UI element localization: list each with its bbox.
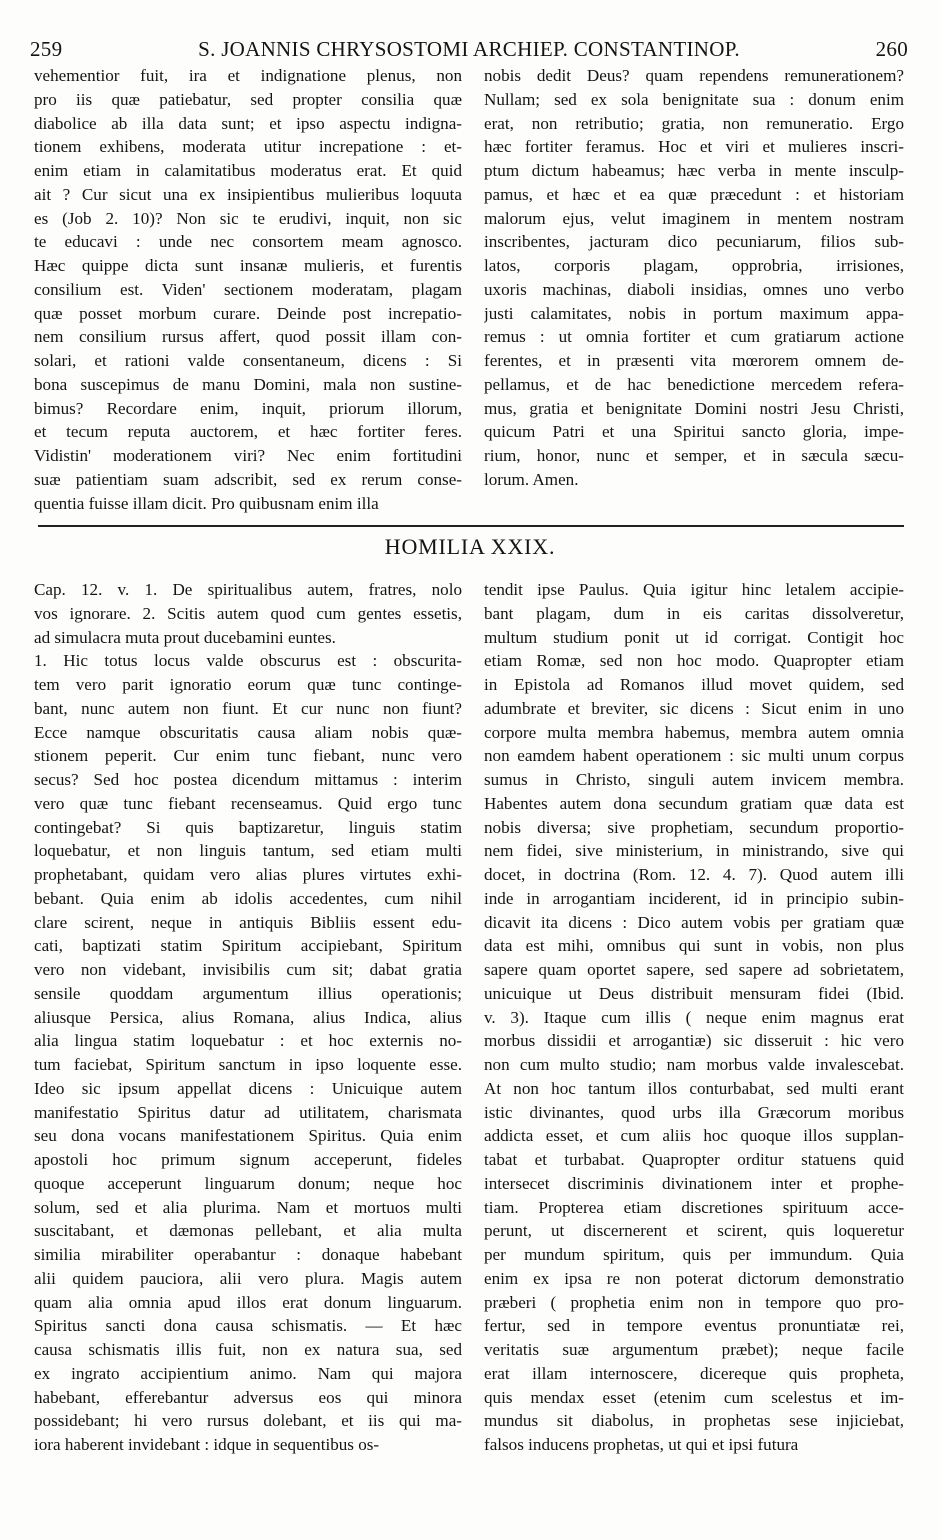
text-line: quentia fuisse illam dicit. Pro quibusnam enim illa [34, 493, 379, 513]
text-line: sensile quoddam argumentum illius operationis; [34, 983, 462, 1003]
text-line: præberi ( prophetia enim non in tempore quo pro- [484, 1292, 904, 1312]
text-line: habebant, efferebantur adversus eos qui minora [34, 1387, 462, 1407]
text-line: intersecet discriminis divinationem inter et prophe- [484, 1173, 904, 1193]
text-line: Nullam; sed ex sola benignitate sua : donum enim [484, 89, 904, 109]
text-line: hæc fortiter feramus. Hoc et viri et mulieres inscri- [484, 137, 904, 157]
text-line: sapere quam oportet sapere, sed sapere ad sobrietatem, [484, 960, 904, 979]
text-line: enim etiam in calamitatibus moderatus erat. Et quid [34, 161, 462, 180]
text-line: inde in arrogantiam inciderent, id in principio subin- [484, 888, 904, 908]
text-line: et tecum reputa auctorem, et hæc fortiter feres. [34, 422, 462, 442]
text-line: remus : ut omnia fortiter et cum gratiarum actione [484, 327, 904, 347]
text-line: pamus, et hæc et ea quæ præcedunt : et historiam [484, 184, 904, 204]
text-line: Spiritus sancti dona causa schismatis. — Et hæc [34, 1316, 462, 1336]
text-line: veritatis suæ argumentum præbet); neque facile [484, 1340, 904, 1359]
text-line: lorum. Amen. [484, 469, 579, 489]
text-line: bant plagam, dum in eis caritas dissolveretur, [484, 603, 904, 623]
text-line: justi calamitates, nobis in portum maximum appa- [484, 303, 904, 323]
text-line: vero quæ tunc fiebant recenseamus. Quid ergo tunc [34, 793, 462, 813]
bottom-right-column [484, 578, 904, 1457]
text-line: manifestatio Spiritus datur ad utilitatem, charismata [34, 1102, 462, 1122]
text-line: aliusque Persica, alius Romana, alius Indica, alius [34, 1007, 462, 1027]
text-line: Ideo sic ipsum appellat dicens : Unicuique autem [34, 1078, 462, 1098]
text-line: tiam. Propterea etiam discretiones spirituum acce- [484, 1197, 904, 1217]
left-page-number: 259 [30, 36, 63, 61]
text-line: At non hoc tantum illos conturbabat, sed multi erant [484, 1078, 904, 1098]
text-line: sumus in Christo, singuli autem invicem membra. [484, 770, 904, 789]
text-line: secus? Sed hoc postea dicendum mittamus : interim [34, 770, 462, 789]
text-line: nobis dedit Deus? quam rependens remunerationem? [484, 66, 904, 85]
running-header [30, 32, 908, 66]
text-line: nobis diversa; sive prophetiam, secundum proportio- [484, 817, 904, 837]
text-line: ptum dictum habeamus; hæc verba in mente insculp- [484, 161, 904, 180]
running-title: S. JOANNIS CHRYSOSTOMI ARCHIEP. CONSTANTINOP. [198, 36, 740, 61]
text-line: quæ posset morbum curare. Deinde post increpatio- [34, 303, 462, 323]
text-line: Vidistin' moderationem viri? Nec enim fortitudini [34, 446, 462, 465]
text-line: pellamus, et de hac benedictione mercedem refera- [484, 374, 904, 394]
text-line: erat illam internoscere, dicereque quis propheta, [484, 1363, 904, 1383]
text-line: es (Job 2. 10)? Non sic te erudivi, inquit, non sic [34, 208, 462, 228]
text-line: stionem peperit. Cur enim tunc fiebant, nunc vero [34, 746, 462, 766]
text-line: mundus sit diabolus, in prophetas sese injiciebat, [484, 1411, 904, 1431]
text-line: solari, et rationi valde consentaneum, dicens : Si [34, 351, 462, 370]
text-line: quicum Patri et una Spiritui sancto gloria, impe- [484, 422, 904, 442]
text-line: Ecce namque obscuritatis causa aliam nobis quæ- [34, 722, 462, 742]
text-line: multum studium ponit ut id corrigat. Contigit hoc [484, 627, 904, 647]
text-line: istic divinantes, quod urbs illa Græcorum moribus [484, 1102, 904, 1122]
top-left-column [34, 64, 462, 515]
text-line: inscribentes, jacturam dico pecuniarum, filios sub- [484, 232, 904, 252]
text-line: bimus? Recordare enim, inquit, priorum illorum, [34, 398, 462, 418]
text-line: enim ex ipsa re non poterat dictorum demonstratio [484, 1268, 904, 1288]
text-line: quam alia omnia apud illos erat donum linguarum. [34, 1292, 462, 1312]
text-line: bona suscepimus de manu Domini, mala non sustine- [34, 374, 462, 394]
text-line: solum, sed et alia plurima. Nam et mortuos multi [34, 1197, 462, 1217]
text-line: per mundum spiritum, quis per immundum. Quia [484, 1245, 904, 1264]
right-page-number: 260 [875, 36, 908, 61]
text-line: etiam Romæ, sed non hoc modo. Quapropter etiam [484, 651, 904, 671]
homily-heading: HOMILIA XXIX. [384, 534, 556, 559]
text-line: perunt, ut discernerent et scirent, quis loqueretur [484, 1221, 904, 1241]
text-line: tionem exhibens, moderata utitur increpatione : et- [34, 137, 462, 157]
text-line: erat, non retributio; gratia, non remuneratio. Ergo [484, 113, 904, 133]
bottom-left-column [34, 578, 462, 1457]
text-line: alii quidem pauciora, alii vero plura. Magis autem [34, 1268, 462, 1288]
text-line: docet, in doctrina (Rom. 12. 4. 7). Quod autem illi [484, 865, 904, 884]
text-line: te educavi : unde nec consortem meam agnosco. [34, 232, 462, 252]
text-line: vos ignorare. 2. Scitis autem quod cum gentes essetis, [34, 603, 462, 623]
text-line: dicavit ita dicens : Dico autem vobis per gratiam quæ [484, 912, 904, 932]
text-line: tendit ipse Paulus. Quia igitur hinc letalem accipie- [484, 580, 904, 599]
text-line: quoque acceperunt linguarum donum; neque hoc [34, 1173, 462, 1193]
text-line: tabat et turbabat. Quapropter orditur statuens quid [484, 1150, 904, 1169]
text-line: clare scirent, neque in antiquis Bibliis essent edu- [34, 912, 462, 932]
text-line: uxoris machinas, diaboli insidias, omnes uno verbo [484, 279, 904, 299]
text-line: fertur, sed in tempore eventus pronuntiatæ rei, [484, 1316, 904, 1336]
section-divider [38, 525, 904, 527]
text-line: Cap. 12. v. 1. De spiritualibus autem, fratres, nolo [34, 580, 462, 599]
text-line: alia lingua statim loquebatur : et hoc externis no- [34, 1031, 462, 1051]
text-line: addicta esset, et cum aliis hoc quoque illos supplan- [484, 1126, 904, 1146]
text-line: consilium est. Viden' sectionem moderatam, plagam [34, 279, 462, 299]
text-line: morbus dissidii et arrogantiæ) sic disseruit : hic vero [484, 1031, 904, 1051]
text-line: quis mendax esset (etenim cum scelestus et im- [484, 1387, 904, 1407]
text-line: corpore multa membra habemus, membra autem omnia [484, 722, 904, 742]
text-line: loquebatur, et non linguis tantum, sed etiam multi [34, 841, 462, 861]
text-line: tem vero parit ignoratio eorum quæ tunc continge- [34, 675, 462, 694]
text-line: non cum multo studio; nam morbus valde invalescebat. [484, 1055, 904, 1074]
text-line: mus, gratia et benignitate Domini nostri Jesu Christi, [484, 398, 904, 418]
text-line: in Epistola ad Romanos illud movet quidem, sed [484, 675, 904, 694]
text-line: ait ? Cur sicut una ex insipientibus mulieribus loquuta [34, 184, 462, 204]
text-line: rium, honor, nunc et semper, et in sæcula sæcu- [484, 446, 904, 465]
text-line: adumbrate et breviter, sic dicens : Sicut enim in uno [484, 698, 904, 718]
text-line: ferentes, et in præsenti vita mœrorem omnem de- [484, 351, 904, 370]
text-line: falsos inducens prophetas, ut qui et ipsi futura [484, 1435, 799, 1454]
text-line: cati, baptizati statim Spiritum accipiebant, Spiritum [34, 936, 462, 956]
text-line: Hæc quippe dicta sunt insanæ mulieris, et furentis [34, 256, 462, 275]
text-line: tum faciebat, Spiritum sanctum in ipso loquente esse. [34, 1055, 462, 1074]
text-line: possidebant; hi vero rursus dolebant, et iis qui ma- [34, 1411, 462, 1431]
text-line: similia mirabiliter operabantur : donaque habebant [34, 1245, 462, 1264]
text-line: contingebat? Si quis baptizaretur, linguis statim [34, 817, 462, 837]
text-line: vero non videbant, invisibilis cum sit; dabat gratia [34, 960, 462, 979]
text-line: suscitabant, et dæmonas pellebant, et alia multa [34, 1221, 462, 1241]
text-line: apostoli hoc primum signum acceperunt, fideles [34, 1150, 462, 1169]
text-line: nem fidei, sive ministerium, in ministrando, sive qui [484, 841, 904, 861]
text-line: malorum ejus, velut imaginem in mentem nostram [484, 208, 904, 228]
text-line: prophetabant, quidam vero alias plures virtutes exhi- [34, 865, 462, 884]
text-line: bebant. Quia enim ab idolis accedentes, cum nihil [34, 888, 462, 908]
text-line: iora haberent invidebant : idque in sequentibus os- [34, 1435, 380, 1454]
text-line: non eamdem habent operationem : sic multi unum corpus [484, 746, 904, 766]
text-line: vehementior fuit, ira et indignatione plenus, non [34, 66, 462, 85]
text-line: ex ingrato accipientium animo. Nam qui majora [34, 1363, 462, 1383]
text-line: v. 3). Itaque cum illis ( neque enim magnus erat [484, 1007, 904, 1027]
text-line: diabolice ab illa data sunt; et ipso aspectu indigna- [34, 113, 462, 133]
text-line: suæ patientiam suam adscribit, sed ex rerum conse- [34, 469, 462, 489]
text-line: seu dona vocans manifestationem Spiritus. Quia enim [34, 1126, 462, 1146]
text-line: latos, corporis plagam, opprobria, irrisiones, [484, 256, 904, 275]
text-line: unicuique ut Deus distribuit mensuram fidei (Ibid. [484, 983, 904, 1003]
text-line: ad simulacra muta prout ducebamini euntes. [34, 627, 336, 647]
text-line: nem consilium rursus affert, quod possit illam con- [34, 327, 462, 347]
text-line: pro iis quæ patiebatur, sed propter consilia quæ [34, 89, 462, 109]
text-line: bant, nunc autem non fiunt. Et cur nunc non fiunt? [34, 698, 462, 718]
text-line: causa schismatis illis fuit, non ex natura sua, sed [34, 1340, 462, 1359]
top-right-column [484, 64, 904, 492]
text-line: 1. Hic totus locus valde obscurus est : obscurita- [34, 651, 462, 671]
text-line: data est mihi, omnibus qui sunt in vobis, non plus [484, 936, 904, 956]
text-line: Habentes autem dona secundum gratiam quæ data est [484, 793, 904, 813]
